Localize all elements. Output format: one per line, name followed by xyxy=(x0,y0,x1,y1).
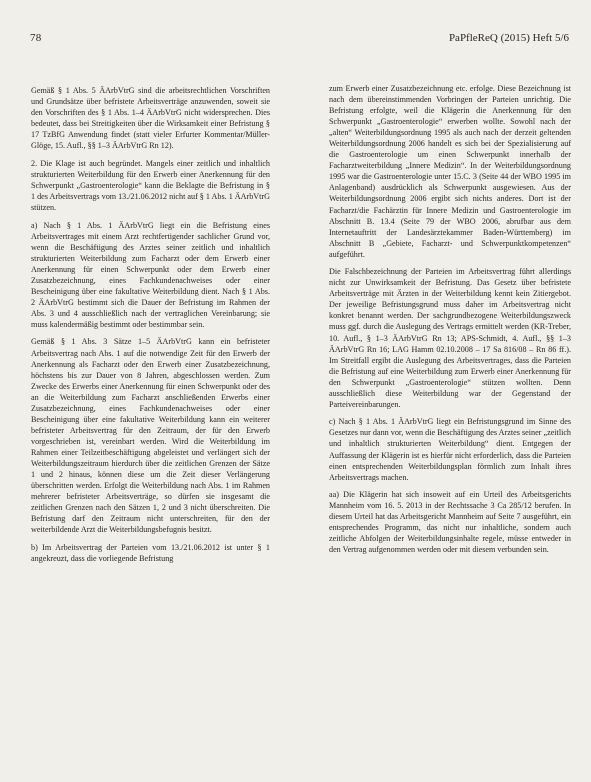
paragraph: aa) Die Klägerin hat sich insoweit auf ein Urteil des Arbeitsgerichts Mannheim vom 16. 5. 2013 in der Rechtssache 3 Ca 285/12 berufen. In diesem Urteil hat das Arbeitsgericht Mannheim auf Seite 7 ausgeführt, ein entsprechendes Programm, das nicht nur inhaltliche, sondern auch zeitliche Abfolgen der Weiterbildungsinhalte regele, müsse entweder in den Vertrag aufgenommen werden oder mit diesem verbunden sein. xyxy=(329,490,571,555)
paragraph: Gemäß § 1 Abs. 5 ÄArbVtrG sind die arbeitsrechtlichen Vorschriften und Grundsätze über befristete Arbeitsverträge anzuwenden, soweit sie den Vorschriften des § 1 Abs. 1–4 ÄArbVtrG nicht widersprechen. Dies bedeutet, dass bei Streitigkeiten über die Wirksamkeit einer Befristung § 17 TzBfG Anwendung findet (statt vieler Erfurter Kommentar/Müller-Glöge, 15. Aufl., §§ 1–3 ÄArbVtrG Rn 12). xyxy=(31,86,270,151)
paragraph: b) Im Arbeitsvertrag der Parteien vom 13./21.06.2012 ist unter § 1 angekreuzt, dass die vorliegende Befristung xyxy=(31,542,270,563)
left-column xyxy=(31,85,270,570)
page-number: 78 xyxy=(30,32,42,44)
paragraph: Die Falschbezeichnung der Parteien im Arbeitsvertrag führt allerdings nicht zur Unwirksamkeit der Befristung. Das Gesetz über befristete Arbeitsverträge mit Ärzten in der Weiterbildung kennt kein Zitiergebot. Der jeweilige Befristungsgrund muss daher im Arbeitsvertrag nicht konkret benannt werden. Der sachgrundbezogene Weiterbildungszweck muss ggf. durch die Auslegung des Vertrags ermittelt werden (KR-Treber, 10. Aufl., § 1–3 ÄArbVtrG Rn 13; APS-Schmidt, 4. Aufl., §§ 1–3 ÄArbVtrG Rn 16; LAG Hamm 02.10.2008 – 17 Sa 816/08 – Rn 86 ff.). Im Streitfall ergibt die Auslegung des Arbeitsvertrages, dass die Parteien die Befristung auf eine Weiterbildung zum Erwerb einer Anerkennung für den Schwerpunkt „Gastroenterologie“ stützen wollten. Denn ausschließlich diese Weiterbildung war der Gegenstand der Parteivereinbarungen. xyxy=(329,267,571,409)
right-column xyxy=(329,83,571,562)
paragraph: c) Nach § 1 Abs. 1 ÄArbVtrG liegt ein Befristungsgrund im Sinne des Gesetzes nur dann vor, wenn die Beschäftigung des Arztes seiner „zeitlich und inhaltlich strukturierten Weiterbildung“ dient. Entgegen der Auffassung der Klägerin ist es hierfür nicht erforderlich, dass die Parteien einen entsprechenden Weiterbildungsplan förmlich zum Inhalt ihres Arbeitsvertrags machen. xyxy=(329,417,571,482)
paragraph: Gemäß § 1 Abs. 3 Sätze 1–5 ÄArbVtrG kann ein befristeter Arbeitsvertrag nach Abs. 1 auf die notwendige Zeit für den Erwerb der Anerkennung als Facharzt oder den Erwerb einer Zusatzbezeichnung, höchstens bis zur Dauer von 8 Jahren, abgeschlossen werden. Zum Zwecke des Erwerbs einer Anerkennung für einen Schwerpunkt oder des an die Weiterbildung zum Facharzt anschließenden Erwerbs einer Zusatzbezeichnung, eines Fachkundenachweises oder einer Bescheinigung über eine fakultative Weiterbildung kann ein weiterer befristeter Arbeitsvertrag für den Zeitraum, der für den Erwerb vorgeschrieben ist, vereinbart werden. Wird die Weiterbildung im Rahmen einer Teilzeitbeschäftigung abgeleistet und verlängert sich der Weiterbildungszeitraum hierdurch über die zeitlichen Grenzen der Sätze 1 und 2 hinaus, können diese um die Zeit dieser Verlängerung überschritten werden. Erfolgt die Weiterbildung nach Abs. 1 im Rahmen mehrerer befristeter Arbeitsverträge, so dürfen sie insgesamt die zeitlichen Grenzen nach den Sätzen 1, 2 und 3 nicht überschreiten. Die Befristung darf den Zeitraum nicht unterschreiten, für den der weiterbildende Arzt die Weiterbildungsbefugnis besitzt. xyxy=(31,337,270,535)
paragraph: zum Erwerb einer Zusatzbezeichnung etc. erfolge. Diese Bezeichnung ist nach dem übereinstimmenden Vorbringen der Parteien unrichtig. Die Befristung erfolgte, weil die Klägerin die Anerkennung für den Schwerpunkt „Gastroenterologie“ erwerben wollte. Sowohl nach der „alten“ Weiterbildungsordnung 1995 als auch nach der derzeit geltenden Weiterbildungsordnung 2006 handelt es sich bei der Spezialisierung auf die Gastroenterologie um einen Schwerpunkt innerhalb der Facharztweiterbildung „Innere Medizin“. In der Weiterbildungsordnung 1995 war die Gastroenterologie unter 15.C. 3 (Seite 44 der WBO 1995 im Anlagenband) ausdrücklich als Schwerpunkt ausgewiesen. Aus der Weiterbildungsordnung 2006 ergibt sich nichts anderes. Dort ist der Facharzt/die Fachärztin für Innere Medizin und Gastroenterologie im Abschnitt B. 13.4 (Seite 79 der WBO 2006, abrufbar aus dem Internetauftritt der Landesärztekammer Baden-Württemberg) im Abschnitt B „Gebiete, Facharzt- und Schwerpunktkompetenzen“ aufgeführt. xyxy=(329,84,571,259)
journal-header: PaPfleReQ (2015) Heft 5/6 xyxy=(448,32,569,44)
paragraph: 2. Die Klage ist auch begründet. Mangels einer zeitlich und inhaltlich strukturierten Weiterbildung für den Erwerb einer Anerkennung für den Schwerpunkt „Gastroenterologie“ kann die Beklagte die Befristung in § 1 des Arbeitsvertrags vom 13./21.06.2012 nicht auf § 1 Abs. 1 ÄArbVtrG stützen. xyxy=(31,158,270,212)
paragraph: a) Nach § 1 Abs. 1 ÄArbVtrG liegt ein die Befristung eines Arbeitsvertrages mit einem Arzt rechtfertigender sachlicher Grund vor, wenn die Beschäftigung des Arztes seiner zeitlich und inhaltlich strukturierten Weiterbildung zum Facharzt oder dem Erwerb einer Anerkennung für einen Schwerpunkt oder dem Erwerb einer Zusatzbezeichnung, eines Fachkundenachweises oder einer Bescheinigung über eine fakultative Weiterbildung dient. Nach § 1 Abs. 2 ÄArbVtrG bestimmt sich die Dauer der Befristung im Rahmen der Abs. 3 und 4 ausschließlich nach der vertraglichen Vereinbarung; sie muss kalendermäßig bestimmt oder bestimmbar sein. xyxy=(31,220,270,329)
